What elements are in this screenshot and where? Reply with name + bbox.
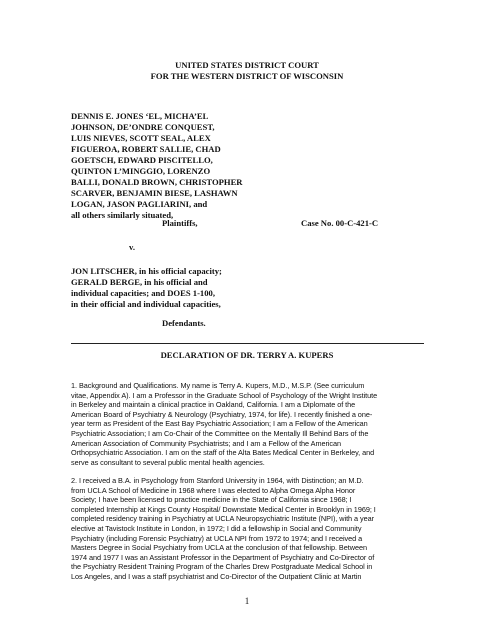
versus-label: v. <box>129 242 135 252</box>
paragraph-line: vitae, Appendix A). I am a Professor in the Graduate School of Psychology of the Wright Institute <box>71 390 378 400</box>
plaintiffs-line: QUINTON L’MINGGIO, LORENZO <box>71 166 211 176</box>
plaintiffs-line: LUIS NIEVES, SCOTT SEAL, ALEX <box>71 133 211 143</box>
paragraph-line: 1974 and 1977 I was an Assistant Professor in the Department of Psychiatry and Co-Director of <box>71 552 375 562</box>
defendants-line: in their official and individual capacities, <box>71 299 221 309</box>
plaintiffs-line: FIGUEROA, ROBERT SALLIE, CHAD <box>71 144 221 154</box>
plaintiffs-line: GOETSCH, EDWARD PISCITELLO, <box>71 155 213 165</box>
paragraph-line: Psychiatric Association; I am Co-Chair of the Committee on the Mentally Ill Behind Bars of the <box>71 428 369 438</box>
plaintiffs-line: SCARVER, BENJAMIN BIESE, LASHAWN <box>71 188 238 198</box>
declaration-title: DECLARATION OF DR. TERRY A. KUPERS <box>160 350 334 360</box>
paragraph-line: in Berkeley and maintain a clinical practice in Oakland, California. I am a Diplomate of the <box>71 400 356 410</box>
paragraph-line: year term as President of the East Bay Psychiatric Association; I am a Fellow of the American <box>71 419 368 429</box>
paragraph-line: American Association of Community Psychiatrists; and I am a Fellow of the American <box>71 438 342 448</box>
paragraph-line: Masters Degree in Social Psychiatry from UCLA at the conclusion of that fellowship. Between <box>71 543 367 553</box>
plaintiffs-line: JOHNSON, DE’ONDRE CONQUEST, <box>71 122 215 132</box>
paragraph-background <box>71 381 426 467</box>
plaintiffs-line: all others similarly situated, <box>71 210 174 220</box>
paragraph-line: Los Angeles, and I was a staff psychiatrist and Co-Director of the Outpatient Clinic at Martin <box>71 571 362 581</box>
paragraph-line: Psychiatry (including Forensic Psychiatry) at UCLA NPI from 1972 to 1974; and I received a <box>71 533 363 543</box>
defendants-line: individual capacities; and DOES 1-100, <box>71 288 215 298</box>
caption-divider <box>71 343 424 344</box>
court-name: UNITED STATES DISTRICT COURT <box>175 60 319 70</box>
paragraph-line: Society; I have been licensed to practice medicine in the State of California since 1968; I <box>71 495 352 505</box>
defendants-line: JON LITSCHER, in his official capacity; <box>71 266 222 276</box>
paragraph-line: American Board of Psychiatry & Neurology (Psychiatry, 1974, for life). I recently finished a one- <box>71 409 373 419</box>
plaintiffs-list <box>71 111 301 221</box>
paragraph-line: Orthopsychiatric Association. I am on the staff of the Alta Bates Medical Center in Berkeley, and <box>71 448 375 458</box>
plaintiffs-line: BALLI, DONALD BROWN, CHRISTOPHER <box>71 177 243 187</box>
plaintiffs-label: Plaintiffs, <box>162 218 198 228</box>
defendants-line: GERALD BERGE, in his official and <box>71 277 208 287</box>
paragraph-education <box>71 476 426 582</box>
paragraph-line: elective at Tavistock Institute in London, in 1972; I did a fellowship in Social and Community <box>71 523 362 533</box>
plaintiffs-line: LOGAN, JASON PAGLIARINI, and <box>71 199 208 209</box>
defendants-list <box>71 266 311 310</box>
paragraph-line: completed Internship at Kings County Hospital/ Downstate Medical Center in Brooklyn in 1969; I <box>71 504 376 514</box>
paragraph-line: from UCLA School of Medicine in 1968 where I was elected to Alpha Omega Alpha Honor <box>71 485 356 495</box>
paragraph-line: 1. Background and Qualifications. My name is Terry A. Kupers, M.D., M.S.P. (See curriculum <box>71 381 365 390</box>
paragraph-line: serve as consultant to several public mental health agencies. <box>71 457 265 467</box>
court-caption <box>0 60 494 82</box>
court-district: FOR THE WESTERN DISTRICT OF WISCONSIN <box>150 71 344 81</box>
page-number: 1 <box>244 596 250 606</box>
paragraph-line: completed residency training in Psychiatry at UCLA Neuropsychiatric Institute (NPI), with a year <box>71 514 375 524</box>
defendants-label: Defendants. <box>162 318 206 328</box>
paragraph-line: the Psychiatry Resident Training Program of the Charles Drew Postgraduate Medical School in <box>71 562 373 572</box>
plaintiffs-line: DENNIS E. JONES ‘EL, MICHA’EL <box>71 111 209 121</box>
paragraph-line: 2. I received a B.A. in Psychology from Stanford University in 1964, with Distinction; an M.D. <box>71 476 364 485</box>
case-number: Case No. 00-C-421-C <box>301 218 379 228</box>
